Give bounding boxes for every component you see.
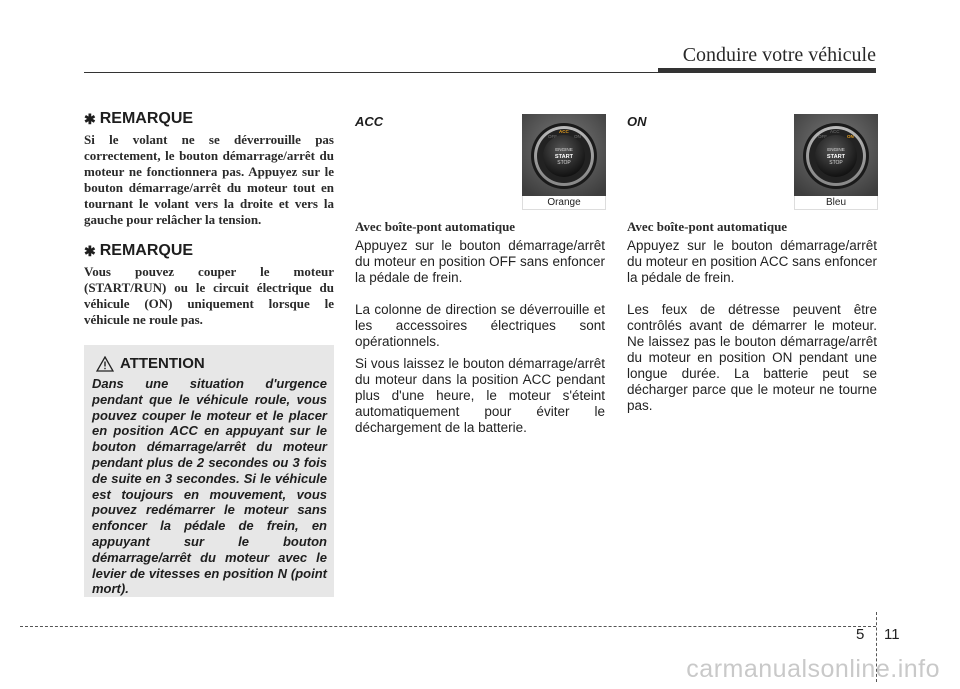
- figure-caption: Bleu: [794, 196, 878, 210]
- attention-heading: [96, 355, 327, 372]
- ring-label-off: OFF: [548, 134, 557, 139]
- attention-box: [84, 345, 334, 597]
- chapter-number: 5: [856, 626, 865, 643]
- page-header-title: Conduire votre véhicule: [682, 44, 876, 66]
- figure-caption: Orange: [522, 196, 606, 210]
- ring-label-off: OFF: [818, 134, 827, 139]
- attention-title: ATTENTION: [120, 355, 205, 372]
- ring-label-acc: ACC: [559, 129, 569, 134]
- on-mode-label: ON: [627, 114, 647, 129]
- ring-label-acc: ACC: [830, 129, 840, 134]
- page-number: 11: [884, 626, 900, 643]
- button-text-stop: STOP: [829, 160, 843, 166]
- footer-rule: [20, 626, 876, 627]
- remark-heading: [84, 110, 334, 128]
- remark-heading: [84, 242, 334, 260]
- remark-body: Si le volant ne se déverrouille pas correctement, le bouton démarrage/arrêt du moteur ne fonctionnera pas. Appuyez sur le bouton démarrage/arrêt du moteur tout en tournant le volant vers la droite et vers la gauche pour relâcher la tension.: [84, 132, 334, 227]
- acc-body: [355, 238, 605, 436]
- button-text-start: START: [554, 154, 574, 160]
- remark-body: Vous pouvez couper le moteur (START/RUN) ou le circuit électrique du véhicule (ON) uniquement lorsque le véhicule ne roule pas.: [84, 264, 334, 327]
- ring-label-on: ON: [574, 134, 581, 139]
- header-rule-accent: [658, 68, 876, 73]
- warning-triangle-icon: [96, 356, 114, 372]
- cross-star-icon: ✱: [84, 242, 96, 259]
- ring-label-on: ON: [847, 134, 854, 139]
- cross-star-icon: ✱: [84, 110, 96, 127]
- remark-title: REMARQUE: [99, 110, 194, 127]
- attention-body: Dans une situation d'urgence pendant que le véhicule roule, vous pouvez couper le moteur et le placer en position ACC en appuyant sur le bouton démarrage/arrêt du moteur pendant plus de 2 secondes ou 3 fois de suite en 3 secondes. Si le véhicule est toujours en mouvement, vous pouvez redémarrer le moteur sans enfoncer la pédale de frein, en appuyant sur le bouton démarrage/arrêt du moteur avec le levier de vitesses en position N (point mort).: [92, 376, 327, 597]
- column-left: [84, 110, 334, 342]
- watermark: carmanualsonline.info: [686, 655, 940, 683]
- button-text-start: START: [826, 154, 846, 160]
- acc-paragraph: Appuyez sur le bouton démarrage/arrêt du moteur en position OFF sans enfoncer la pédale de frein.: [355, 238, 605, 285]
- button-text-stop: STOP: [557, 160, 571, 166]
- engine-start-button-image: [522, 114, 606, 196]
- acc-paragraph: Si vous laissez le bouton démarrage/arrêt du moteur dans la position ACC pendant plus d'une heure, le moteur s'éteint automatiquement pour éviter le déchargement de la batterie.: [355, 356, 605, 435]
- acc-mode-label: ACC: [355, 114, 384, 129]
- acc-paragraph: La colonne de direction se déverrouille et les accessoires électriques sont opérationnels.: [355, 302, 605, 349]
- on-paragraph: Appuyez sur le bouton démarrage/arrêt du moteur en position ACC sans enfoncer la pédale de frein.: [627, 238, 877, 285]
- engine-start-button-image: [794, 114, 878, 196]
- on-paragraph: Les feux de détresse peuvent être contrôlés avant de démarrer le moteur. Ne laissez pas le bouton démarrage/arrêt du moteur en position ON pendant une longue durée. La batterie peut se décharger parce que le moteur ne tourne pas.: [627, 302, 877, 413]
- on-subheading: Avec boîte-pont automatique: [627, 219, 788, 234]
- remark-title: REMARQUE: [99, 242, 194, 259]
- acc-figure: [522, 114, 606, 210]
- button-text-engine: ENGINE: [555, 147, 573, 152]
- on-figure: [794, 114, 878, 210]
- button-text-engine: ENGINE: [827, 147, 845, 152]
- on-body: [627, 238, 877, 414]
- acc-subheading: Avec boîte-pont automatique: [355, 219, 516, 234]
